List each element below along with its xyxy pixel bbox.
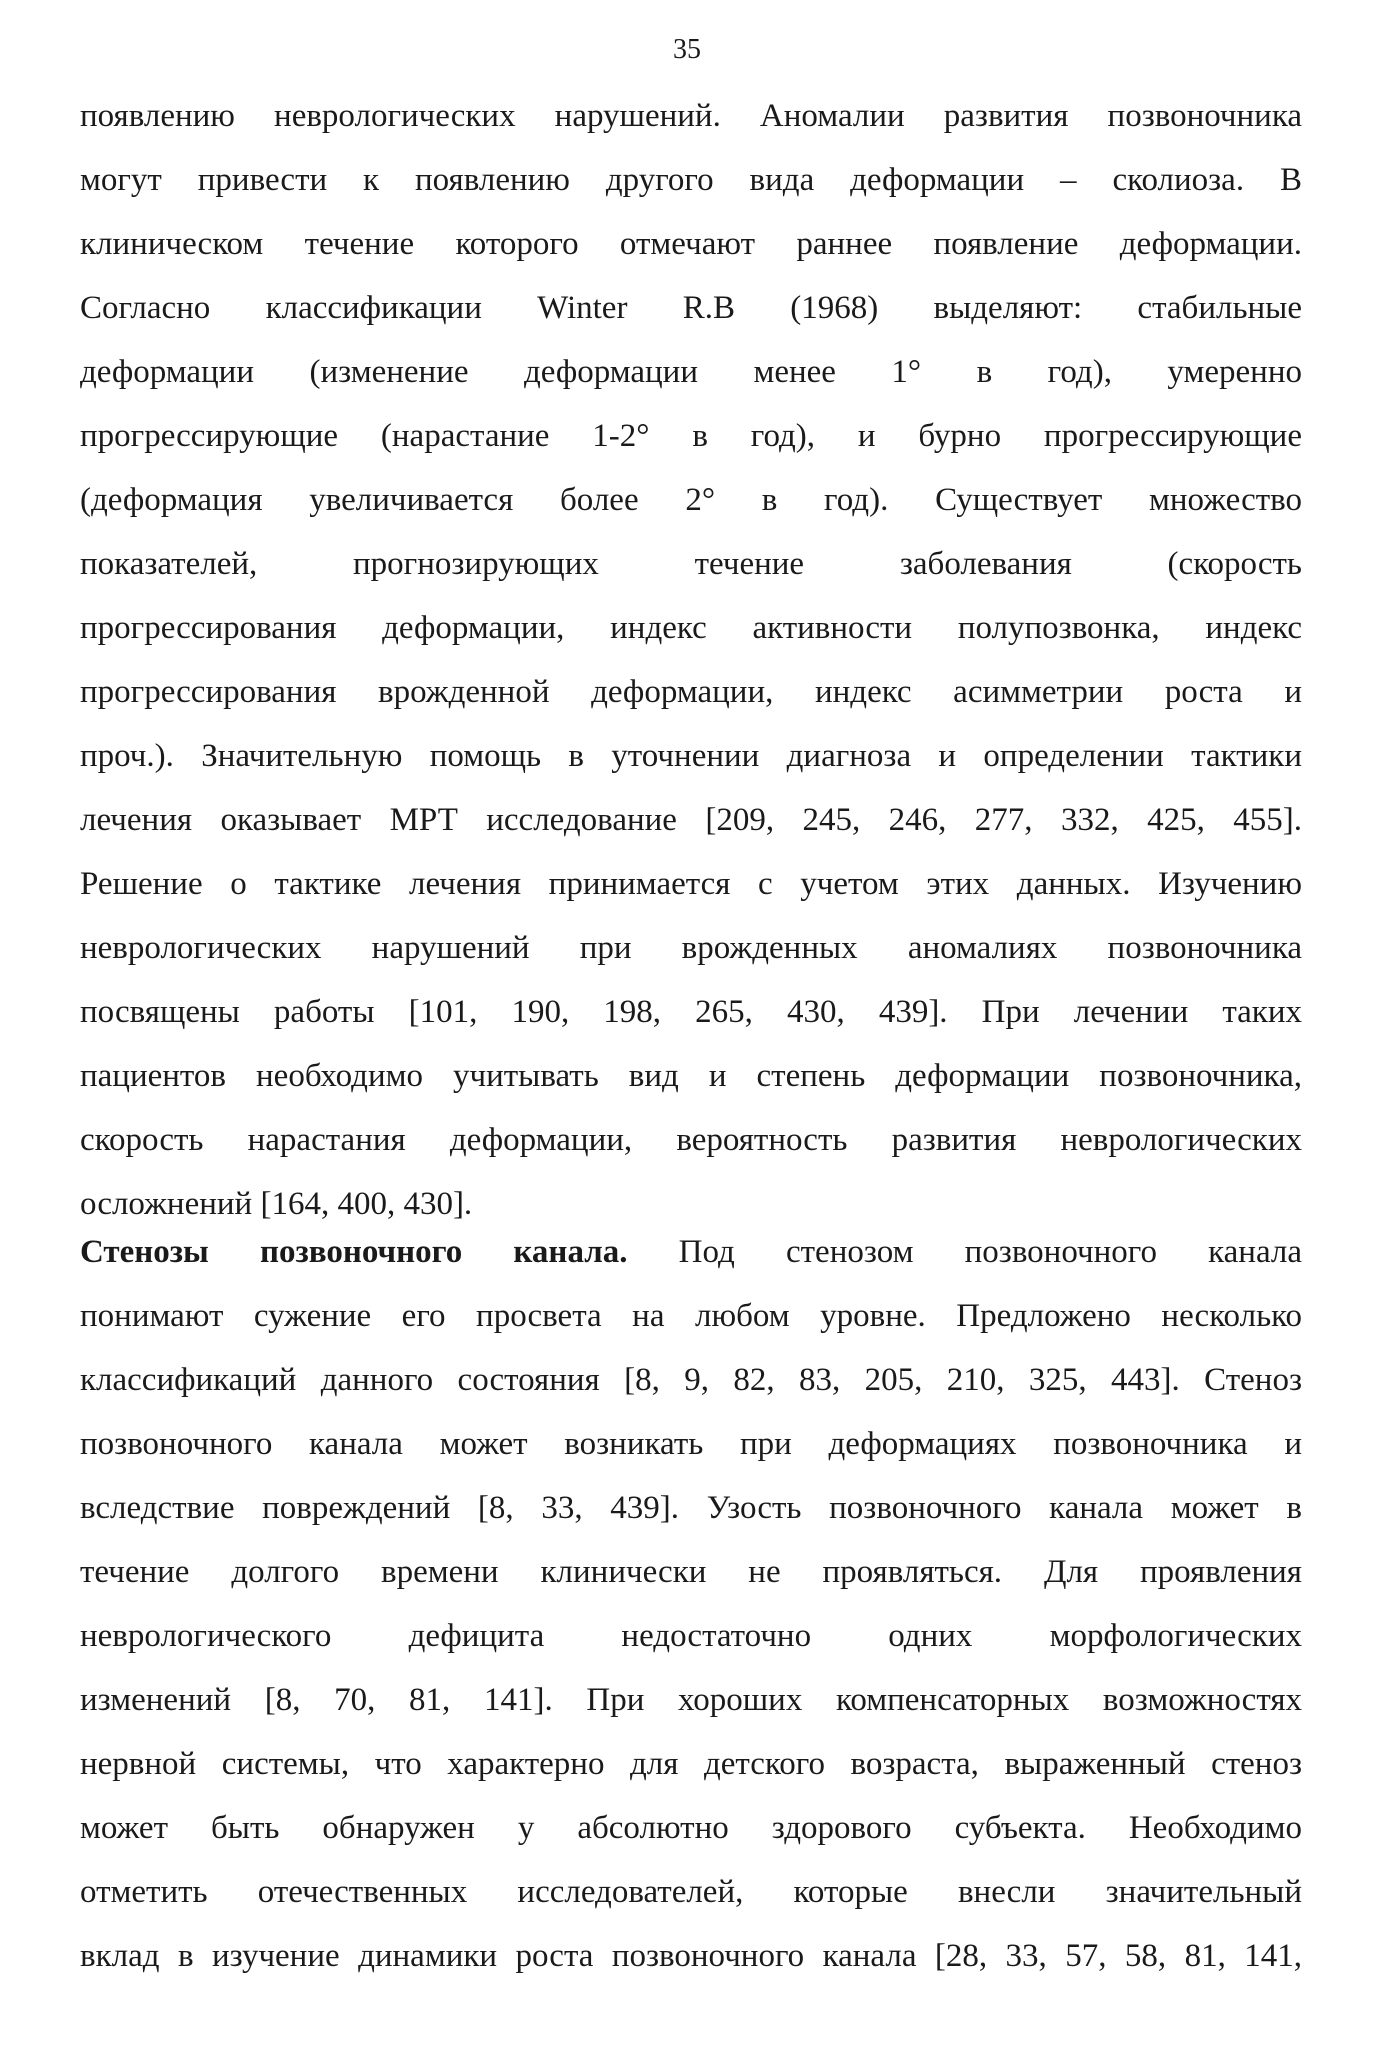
text-line: Решение о тактике лечения принимается с учетом этих данных. Изучению: [80, 866, 1302, 902]
section-heading: Стенозы позвоночного канала.: [80, 1234, 628, 1270]
text-line: течение долгого времени клинически не проявляться. Для проявления: [80, 1554, 1302, 1590]
text-line: посвящены работы [101, 190, 198, 265, 430, 439]. При лечении таких: [80, 994, 1302, 1030]
heading-line-text: Под стенозом позвоночного канала: [627, 1234, 1302, 1270]
text-line: вследствие повреждений [8, 33, 439]. Узость позвоночного канала может в: [80, 1490, 1302, 1526]
text-line: неврологического дефицита недостаточно одних морфологических: [80, 1618, 1302, 1654]
text-line: понимают сужение его просвета на любом уровне. Предложено несколько: [80, 1298, 1302, 1334]
text-line: нервной системы, что характерно для детского возраста, выраженный стеноз: [80, 1746, 1302, 1782]
text-line: позвоночного канала может возникать при деформациях позвоночника и: [80, 1426, 1302, 1462]
paragraph-spinal-stenosis: [80, 1220, 1302, 1988]
text-line: прогрессирующие (нарастание 1-2° в год), и бурно прогрессирующие: [80, 418, 1302, 454]
text-line: прогрессирования деформации, индекс активности полупозвонка, индекс: [80, 610, 1302, 646]
text-line: неврологических нарушений при врожденных аномалиях позвоночника: [80, 930, 1302, 966]
text-line: показателей, прогнозирующих течение заболевания (скорость: [80, 546, 1302, 582]
text-line: осложнений [164, 400, 430].: [80, 1186, 473, 1222]
text-line: классификаций данного состояния [8, 9, 82, 83, 205, 210, 325, 443]. Стеноз: [80, 1362, 1302, 1398]
text-line: (деформация увеличивается более 2° в год). Существует множество: [80, 482, 1302, 518]
text-line: лечения оказывает МРТ исследование [209, 245, 246, 277, 332, 425, 455].: [80, 802, 1302, 838]
paragraph-congenital-deformities: [80, 84, 1302, 1236]
text-line: клиническом течение которого отмечают раннее появление деформации.: [80, 226, 1302, 262]
text-line: отметить отечественных исследователей, которые внесли значительный: [80, 1874, 1302, 1910]
text-line-with-heading: [80, 1220, 1302, 1284]
text-line: могут привести к появлению другого вида деформации – сколиоза. В: [80, 162, 1302, 198]
text-line: пациентов необходимо учитывать вид и степень деформации позвоночника,: [80, 1058, 1302, 1094]
page-number: 35: [673, 34, 701, 65]
text-line: Согласно классификации Winter R.B (1968) выделяют: стабильные: [80, 290, 1302, 326]
text-line: может быть обнаружен у абсолютно здорового субъекта. Необходимо: [80, 1810, 1302, 1846]
text-line: скорость нарастания деформации, вероятность развития неврологических: [80, 1122, 1302, 1158]
text-line: проч.). Значительную помощь в уточнении диагноза и определении тактики: [80, 738, 1302, 774]
text-line: вклад в изучение динамики роста позвоночного канала [28, 33, 57, 58, 81, 141,: [80, 1938, 1302, 1974]
text-line: прогрессирования врожденной деформации, индекс асимметрии роста и: [80, 674, 1302, 710]
text-line: изменений [8, 70, 81, 141]. При хороших компенсаторных возможностях: [80, 1682, 1302, 1718]
text-line: деформации (изменение деформации менее 1° в год), умеренно: [80, 354, 1302, 390]
text-line: появлению неврологических нарушений. Аномалии развития позвоночника: [80, 98, 1302, 134]
